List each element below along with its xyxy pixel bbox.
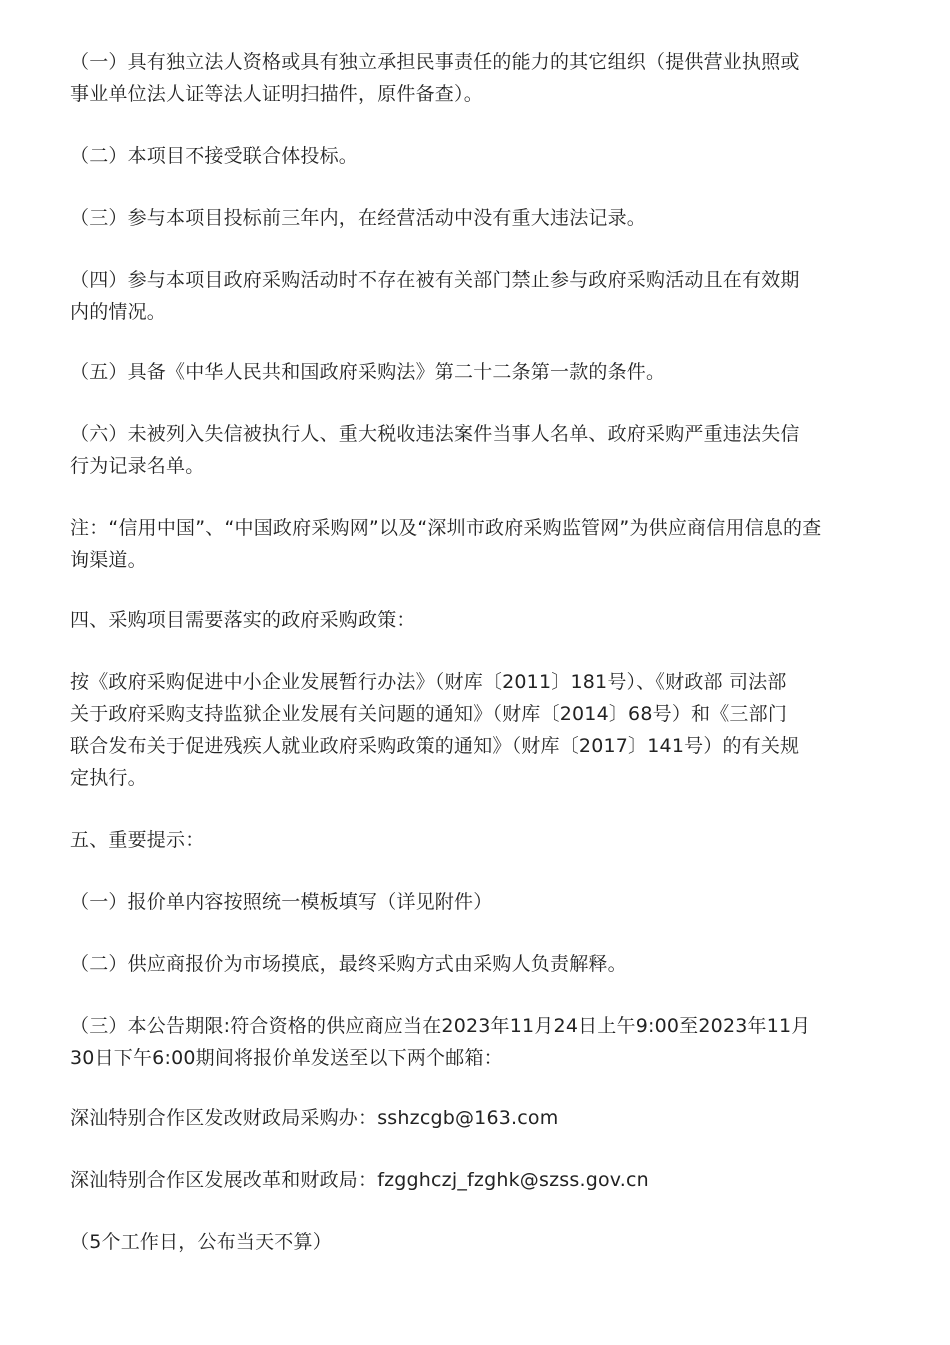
paragraph-qualification-6 — [70, 418, 882, 482]
text-line: 深汕特别合作区发改财政局采购办：sshzcgb@163.com — [70, 1107, 559, 1129]
text-line: 深汕特别合作区发展改革和财政局：fzgghczj_fzghk@szss.gov.cn — [70, 1169, 649, 1191]
paragraph-notice-2 — [70, 948, 882, 980]
text-line: （一）具有独立法人资格或具有独立承担民事责任的能力的其它组织（提供营业执照或 — [70, 51, 800, 73]
text-line: 按《政府采购促进中小企业发展暂行办法》（财库〔2011〕181号）、《财政部 司法部 — [70, 671, 787, 693]
paragraph-qualification-4 — [70, 264, 882, 328]
section-heading-policy — [70, 604, 882, 636]
paragraph-qualification-5 — [70, 356, 882, 388]
text-line: （二）本项目不接受联合体投标。 — [70, 145, 359, 167]
text-line: 询渠道。 — [70, 549, 147, 571]
text-line: 事业单位法人证等法人证明扫描件，原件备查）。 — [70, 83, 483, 105]
paragraph-qualification-1 — [70, 46, 882, 110]
text-line: （一）报价单内容按照统一模板填写（详见附件） — [70, 891, 493, 913]
section-heading-notice — [70, 824, 882, 856]
text-line: （四）参与本项目政府采购活动时不存在被有关部门禁止参与政府采购活动且在有效期 — [70, 269, 800, 291]
paragraph-credit-note — [70, 512, 882, 576]
contact-email-procurement-office — [70, 1102, 882, 1134]
text-line: 内的情况。 — [70, 301, 167, 323]
contact-email-finance-bureau — [70, 1164, 882, 1196]
paragraph-policy-detail — [70, 666, 882, 794]
paragraph-notice-1 — [70, 886, 882, 918]
text-line: 四、采购项目需要落实的政府采购政策： — [70, 609, 416, 631]
text-line: 行为记录名单。 — [70, 455, 205, 477]
text-line: （五）具备《中华人民共和国政府采购法》第二十二条第一款的条件。 — [70, 361, 666, 383]
text-line: 注：“信用中国”、“中国政府采购网”以及“深圳市政府采购监管网”为供应商信用信息的查 — [70, 517, 822, 539]
paragraph-duration-note — [70, 1226, 882, 1258]
text-line: （三）参与本项目投标前三年内，在经营活动中没有重大违法记录。 — [70, 207, 647, 229]
paragraph-qualification-3 — [70, 202, 882, 234]
text-line: （5个工作日，公布当天不算） — [70, 1231, 332, 1253]
text-line: 定执行。 — [70, 767, 147, 789]
text-line: 五、重要提示： — [70, 829, 205, 851]
paragraph-qualification-2 — [70, 140, 882, 172]
text-line: 关于政府采购支持监狱企业发展有关问题的通知》（财库〔2014〕68号）和《三部门 — [70, 703, 788, 725]
paragraph-notice-3 — [70, 1010, 882, 1074]
text-line: （二）供应商报价为市场摸底，最终采购方式由采购人负责解释。 — [70, 953, 627, 975]
text-line: 30日下午6:00期间将报价单发送至以下两个邮箱： — [70, 1047, 503, 1069]
text-line: 联合发布关于促进残疾人就业政府采购政策的通知》（财库〔2017〕141号）的有关规 — [70, 735, 800, 757]
text-line: （三）本公告期限:符合资格的供应商应当在2023年11月24日上午9:00至2023年11月 — [70, 1015, 811, 1037]
text-line: （六）未被列入失信被执行人、重大税收违法案件当事人名单、政府采购严重违法失信 — [70, 423, 800, 445]
